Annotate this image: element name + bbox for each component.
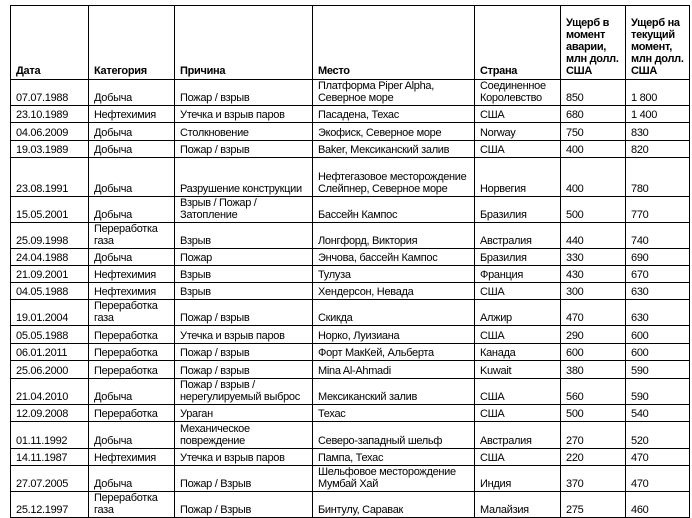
- table-row: [11, 326, 690, 344]
- cell-date: 24.04.1988: [11, 249, 89, 266]
- cell-damage-at-accident: 370: [561, 466, 626, 492]
- cell-location: Норко, Луизиана: [313, 326, 475, 344]
- cell-damage-at-accident: 290: [561, 326, 626, 344]
- cell-location: Экофиск, Северное море: [313, 123, 475, 141]
- cell-date: 21.09.2001: [11, 266, 89, 283]
- cell-damage-current: 630: [626, 300, 690, 326]
- cell-category: Переработка газа: [89, 300, 175, 326]
- table-row: [11, 466, 690, 492]
- cell-country: Соединенное Королевство: [475, 80, 561, 106]
- table-row: [11, 492, 690, 518]
- cell-damage-at-accident: 220: [561, 449, 626, 466]
- cell-date: 23.08.1991: [11, 158, 89, 197]
- cell-cause: Разрушение конструкции: [175, 158, 313, 197]
- cell-damage-current: 590: [626, 379, 690, 405]
- cell-category: Добыча: [89, 422, 175, 449]
- cell-damage-current: 670: [626, 266, 690, 283]
- cell-location: Платформа Piper Alpha, Северное море: [313, 80, 475, 106]
- cell-date: 07.07.1988: [11, 80, 89, 106]
- cell-location: Бассейн Кампос: [313, 197, 475, 223]
- cell-cause: Взрыв / Пожар / Затопление: [175, 197, 313, 223]
- cell-damage-at-accident: 400: [561, 158, 626, 197]
- cell-cause: Пожар / Взрыв: [175, 492, 313, 518]
- cell-date: 23.10.1989: [11, 106, 89, 123]
- cell-location: Мексиканский залив: [313, 379, 475, 405]
- cell-category: Добыча: [89, 466, 175, 492]
- cell-cause: Утечка и взрыв паров: [175, 449, 313, 466]
- cell-damage-at-accident: 400: [561, 141, 626, 158]
- cell-cause: Утечка и взрыв паров: [175, 106, 313, 123]
- cell-date: 12.09.2008: [11, 405, 89, 422]
- table-row: [11, 449, 690, 466]
- cell-damage-current: 600: [626, 326, 690, 344]
- cell-damage-at-accident: 600: [561, 344, 626, 361]
- cell-location: Скикда: [313, 300, 475, 326]
- header-cause: Причина: [175, 6, 313, 80]
- table-row: [11, 197, 690, 223]
- cell-country: Алжир: [475, 300, 561, 326]
- cell-location: Форт МакКей, Альберта: [313, 344, 475, 361]
- cell-location: Техас: [313, 405, 475, 422]
- table-row: [11, 266, 690, 283]
- accident-damage-table: [10, 5, 690, 518]
- cell-country: Франция: [475, 266, 561, 283]
- cell-category: Нефтехимия: [89, 283, 175, 300]
- cell-damage-current: 540: [626, 405, 690, 422]
- cell-location: Тулуза: [313, 266, 475, 283]
- cell-damage-at-accident: 380: [561, 361, 626, 379]
- cell-date: 21.04.2010: [11, 379, 89, 405]
- table-row: [11, 379, 690, 405]
- cell-category: Нефтехимия: [89, 106, 175, 123]
- cell-cause: Пожар / взрыв: [175, 344, 313, 361]
- table-row: [11, 123, 690, 141]
- cell-date: 15.05.2001: [11, 197, 89, 223]
- cell-date: 06.01.2011: [11, 344, 89, 361]
- cell-country: США: [475, 449, 561, 466]
- table-row: [11, 344, 690, 361]
- cell-date: 04.06.2009: [11, 123, 89, 141]
- cell-category: Переработка: [89, 405, 175, 422]
- cell-location: Лонгфорд, Виктория: [313, 223, 475, 249]
- header-category: Категория: [89, 6, 175, 80]
- cell-damage-current: 820: [626, 141, 690, 158]
- table-row: [11, 223, 690, 249]
- cell-damage-at-accident: 330: [561, 249, 626, 266]
- header-date: Дата: [11, 6, 89, 80]
- table-row: [11, 361, 690, 379]
- cell-cause: Ураган: [175, 405, 313, 422]
- cell-category: Добыча: [89, 379, 175, 405]
- cell-country: США: [475, 379, 561, 405]
- cell-damage-current: 630: [626, 283, 690, 300]
- cell-damage-current: 470: [626, 449, 690, 466]
- table-row: [11, 249, 690, 266]
- cell-damage-at-accident: 270: [561, 422, 626, 449]
- cell-damage-current: 1 800: [626, 80, 690, 106]
- cell-location: Пампа, Техас: [313, 449, 475, 466]
- cell-damage-at-accident: 750: [561, 123, 626, 141]
- cell-category: Добыча: [89, 123, 175, 141]
- cell-country: Австралия: [475, 422, 561, 449]
- cell-date: 19.03.1989: [11, 141, 89, 158]
- cell-country: США: [475, 283, 561, 300]
- cell-damage-at-accident: 560: [561, 379, 626, 405]
- cell-location: Хендерсон, Невада: [313, 283, 475, 300]
- cell-date: 05.05.1988: [11, 326, 89, 344]
- table-row: [11, 80, 690, 106]
- cell-cause: Столкновение: [175, 123, 313, 141]
- header-damage-at-accident: Ущерб в момент аварии, млн долл. США: [561, 6, 626, 80]
- cell-damage-current: 470: [626, 466, 690, 492]
- table-row: [11, 422, 690, 449]
- cell-country: Kuwait: [475, 361, 561, 379]
- cell-date: 14.11.1987: [11, 449, 89, 466]
- cell-damage-current: 740: [626, 223, 690, 249]
- cell-country: США: [475, 106, 561, 123]
- cell-category: Добыча: [89, 197, 175, 223]
- cell-damage-current: 520: [626, 422, 690, 449]
- cell-category: Добыча: [89, 141, 175, 158]
- cell-category: Переработка: [89, 361, 175, 379]
- table-row: [11, 283, 690, 300]
- header-damage-current: Ущерб на текущий момент, млн долл. США: [626, 6, 690, 80]
- cell-damage-at-accident: 440: [561, 223, 626, 249]
- table-row: [11, 158, 690, 197]
- cell-country: Малайзия: [475, 492, 561, 518]
- cell-location: Mina Al-Ahmadi: [313, 361, 475, 379]
- cell-date: 19.01.2004: [11, 300, 89, 326]
- cell-cause: Пожар / взрыв: [175, 141, 313, 158]
- cell-damage-at-accident: 500: [561, 197, 626, 223]
- cell-damage-at-accident: 500: [561, 405, 626, 422]
- cell-cause: Пожар / Взрыв: [175, 466, 313, 492]
- cell-damage-current: 1 400: [626, 106, 690, 123]
- cell-damage-current: 590: [626, 361, 690, 379]
- table-row: [11, 106, 690, 123]
- cell-location: Baker, Мексиканский залив: [313, 141, 475, 158]
- cell-category: Добыча: [89, 249, 175, 266]
- cell-damage-at-accident: 430: [561, 266, 626, 283]
- cell-country: США: [475, 141, 561, 158]
- cell-damage-at-accident: 850: [561, 80, 626, 106]
- cell-country: Индия: [475, 466, 561, 492]
- cell-damage-at-accident: 300: [561, 283, 626, 300]
- cell-category: Нефтехимия: [89, 449, 175, 466]
- table-row: [11, 405, 690, 422]
- cell-damage-current: 690: [626, 249, 690, 266]
- table-row: [11, 300, 690, 326]
- cell-damage-at-accident: 470: [561, 300, 626, 326]
- cell-category: Добыча: [89, 80, 175, 106]
- cell-category: Переработка газа: [89, 492, 175, 518]
- cell-country: Канада: [475, 344, 561, 361]
- cell-country: Бразилия: [475, 249, 561, 266]
- header-location: Место: [313, 6, 475, 80]
- cell-cause: Пожар / взрыв: [175, 361, 313, 379]
- cell-country: США: [475, 326, 561, 344]
- cell-location: Бинтулу, Саравак: [313, 492, 475, 518]
- cell-category: Нефтехимия: [89, 266, 175, 283]
- cell-date: 01.11.1992: [11, 422, 89, 449]
- cell-damage-at-accident: 275: [561, 492, 626, 518]
- cell-cause: Взрыв: [175, 283, 313, 300]
- cell-country: Бразилия: [475, 197, 561, 223]
- cell-country: Норвегия: [475, 158, 561, 197]
- cell-cause: Пожар / взрыв: [175, 80, 313, 106]
- cell-category: Переработка: [89, 326, 175, 344]
- cell-cause: Пожар / взрыв: [175, 300, 313, 326]
- header-row: [11, 6, 690, 80]
- cell-damage-current: 830: [626, 123, 690, 141]
- cell-date: 25.06.2000: [11, 361, 89, 379]
- cell-cause: Пожар / взрыв / нерегулируемый выброс: [175, 379, 313, 405]
- cell-category: Добыча: [89, 158, 175, 197]
- cell-country: США: [475, 405, 561, 422]
- cell-location: Северо-западный шельф: [313, 422, 475, 449]
- table-row: [11, 141, 690, 158]
- cell-location: Нефтегазовое месторождение Слейпнер, Северное море: [313, 158, 475, 197]
- cell-cause: Взрыв: [175, 266, 313, 283]
- cell-damage-current: 780: [626, 158, 690, 197]
- cell-location: Шельфовое месторождение Мумбай Хай: [313, 466, 475, 492]
- cell-country: Австралия: [475, 223, 561, 249]
- cell-country: Norway: [475, 123, 561, 141]
- cell-category: Переработка: [89, 344, 175, 361]
- cell-location: Пасадена, Техас: [313, 106, 475, 123]
- cell-date: 25.12.1997: [11, 492, 89, 518]
- cell-location: Энчова, бассейн Кампос: [313, 249, 475, 266]
- cell-cause: Взрыв: [175, 223, 313, 249]
- cell-date: 25.09.1998: [11, 223, 89, 249]
- cell-date: 27.07.2005: [11, 466, 89, 492]
- cell-cause: Механическое повреждение: [175, 422, 313, 449]
- cell-date: 04.05.1988: [11, 283, 89, 300]
- cell-damage-current: 770: [626, 197, 690, 223]
- cell-cause: Пожар: [175, 249, 313, 266]
- cell-cause: Утечка и взрыв паров: [175, 326, 313, 344]
- header-country: Страна: [475, 6, 561, 80]
- cell-damage-at-accident: 680: [561, 106, 626, 123]
- cell-damage-current: 460: [626, 492, 690, 518]
- cell-damage-current: 600: [626, 344, 690, 361]
- cell-category: Переработка газа: [89, 223, 175, 249]
